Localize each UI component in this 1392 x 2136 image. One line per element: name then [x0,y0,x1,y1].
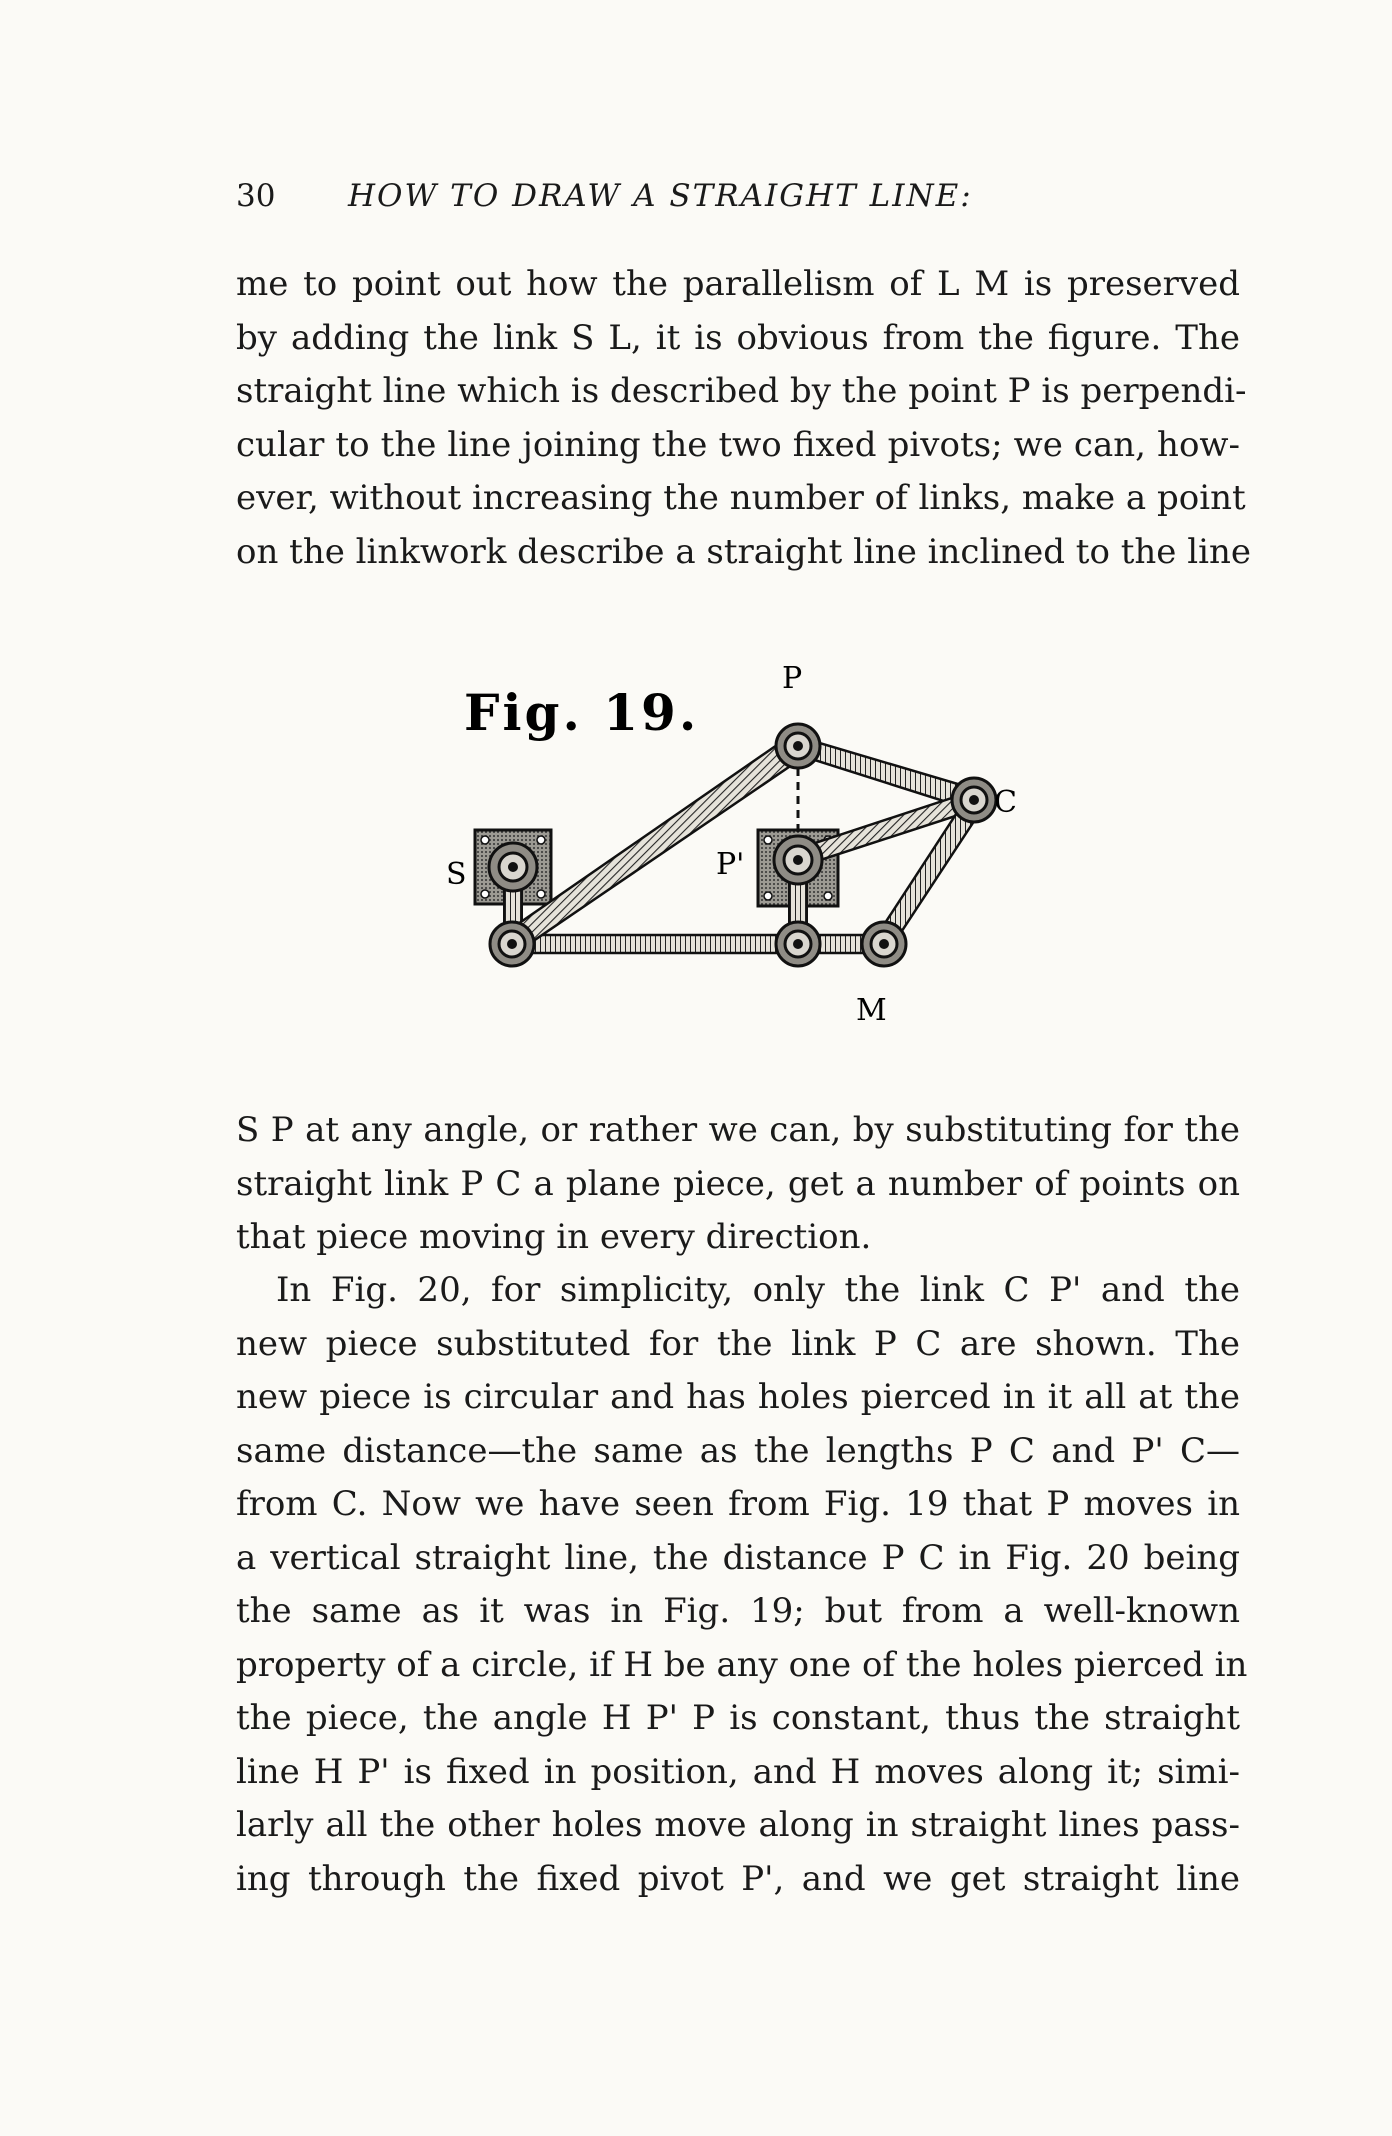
page-header [236,172,1116,220]
text-line: same distance—the same as the lengths P C and P' C— [236,1430,1240,1471]
label-p-prime: P' [716,847,745,882]
text-line: ever, without increasing the number of links, make a point [236,478,1246,518]
text-line: the same as it was in Fig. 19; but from a well-known [236,1591,1240,1631]
text-line: cular to the line joining the two fixed pivots; we can, how- [236,424,1240,465]
text-line: the piece, the angle H P' P is constant, thus the straight [236,1698,1240,1738]
label-c: C [994,785,1017,820]
figure-caption: Fig. 19. [464,683,700,742]
text-line: straight link P C a plane piece, get a number of points on [236,1163,1240,1204]
joint-lower-middle [776,922,820,966]
text-line: on the linkwork describe a straight line inclined to the line [236,531,1251,572]
joint-p-prime [774,836,822,884]
paragraph-2 [236,1104,1240,1265]
joint-p [776,724,820,768]
text-line: In Fig. 20, for simplicity, only the link C P' and the [276,1270,1240,1310]
label-m: M [856,993,887,1028]
page-number: 30 [236,178,276,214]
label-s: S [446,857,467,892]
text-line: ing through the fixed pivot P', and we get straight line [236,1858,1240,1899]
text-line: new piece is circular and has holes pierced in it all at the [236,1377,1240,1417]
joint-m [862,922,906,966]
joint-s [489,843,537,891]
text-line: from C. Now we have seen from Fig. 19 that P moves in [236,1484,1240,1524]
label-p: P [782,661,803,696]
running-title: HOW TO DRAW A STRAIGHT LINE: [348,178,973,214]
paragraph-1 [236,258,1251,579]
joint-l [490,922,534,966]
paragraph-3 [236,1264,1248,1906]
text-line: that piece moving in every direction. [236,1217,872,1257]
linkage-diagram [440,650,1060,1060]
text-line: larly all the other holes move along in straight lines pass- [236,1805,1240,1845]
joint-c [952,778,996,822]
figure-19 [440,650,1060,1060]
text-line: a vertical straight line, the distance P C in Fig. 20 being [236,1537,1240,1578]
text-line: by adding the link S L, it is obvious from the figure. The [236,317,1240,358]
text-line: new piece substituted for the link P C are shown. The [236,1323,1240,1364]
text-line: line H P' is fixed in position, and H moves along it; simi- [236,1751,1240,1792]
text-line: straight line which is described by the point P is perpendi- [236,371,1247,411]
link-l-m [510,935,882,953]
text-line: property of a circle, if H be any one of the holes pierced in [236,1644,1248,1685]
text-line: S P at any angle, or rather we can, by substituting for the [236,1110,1240,1150]
text-line: me to point out how the parallelism of L M is preserved [236,264,1240,304]
